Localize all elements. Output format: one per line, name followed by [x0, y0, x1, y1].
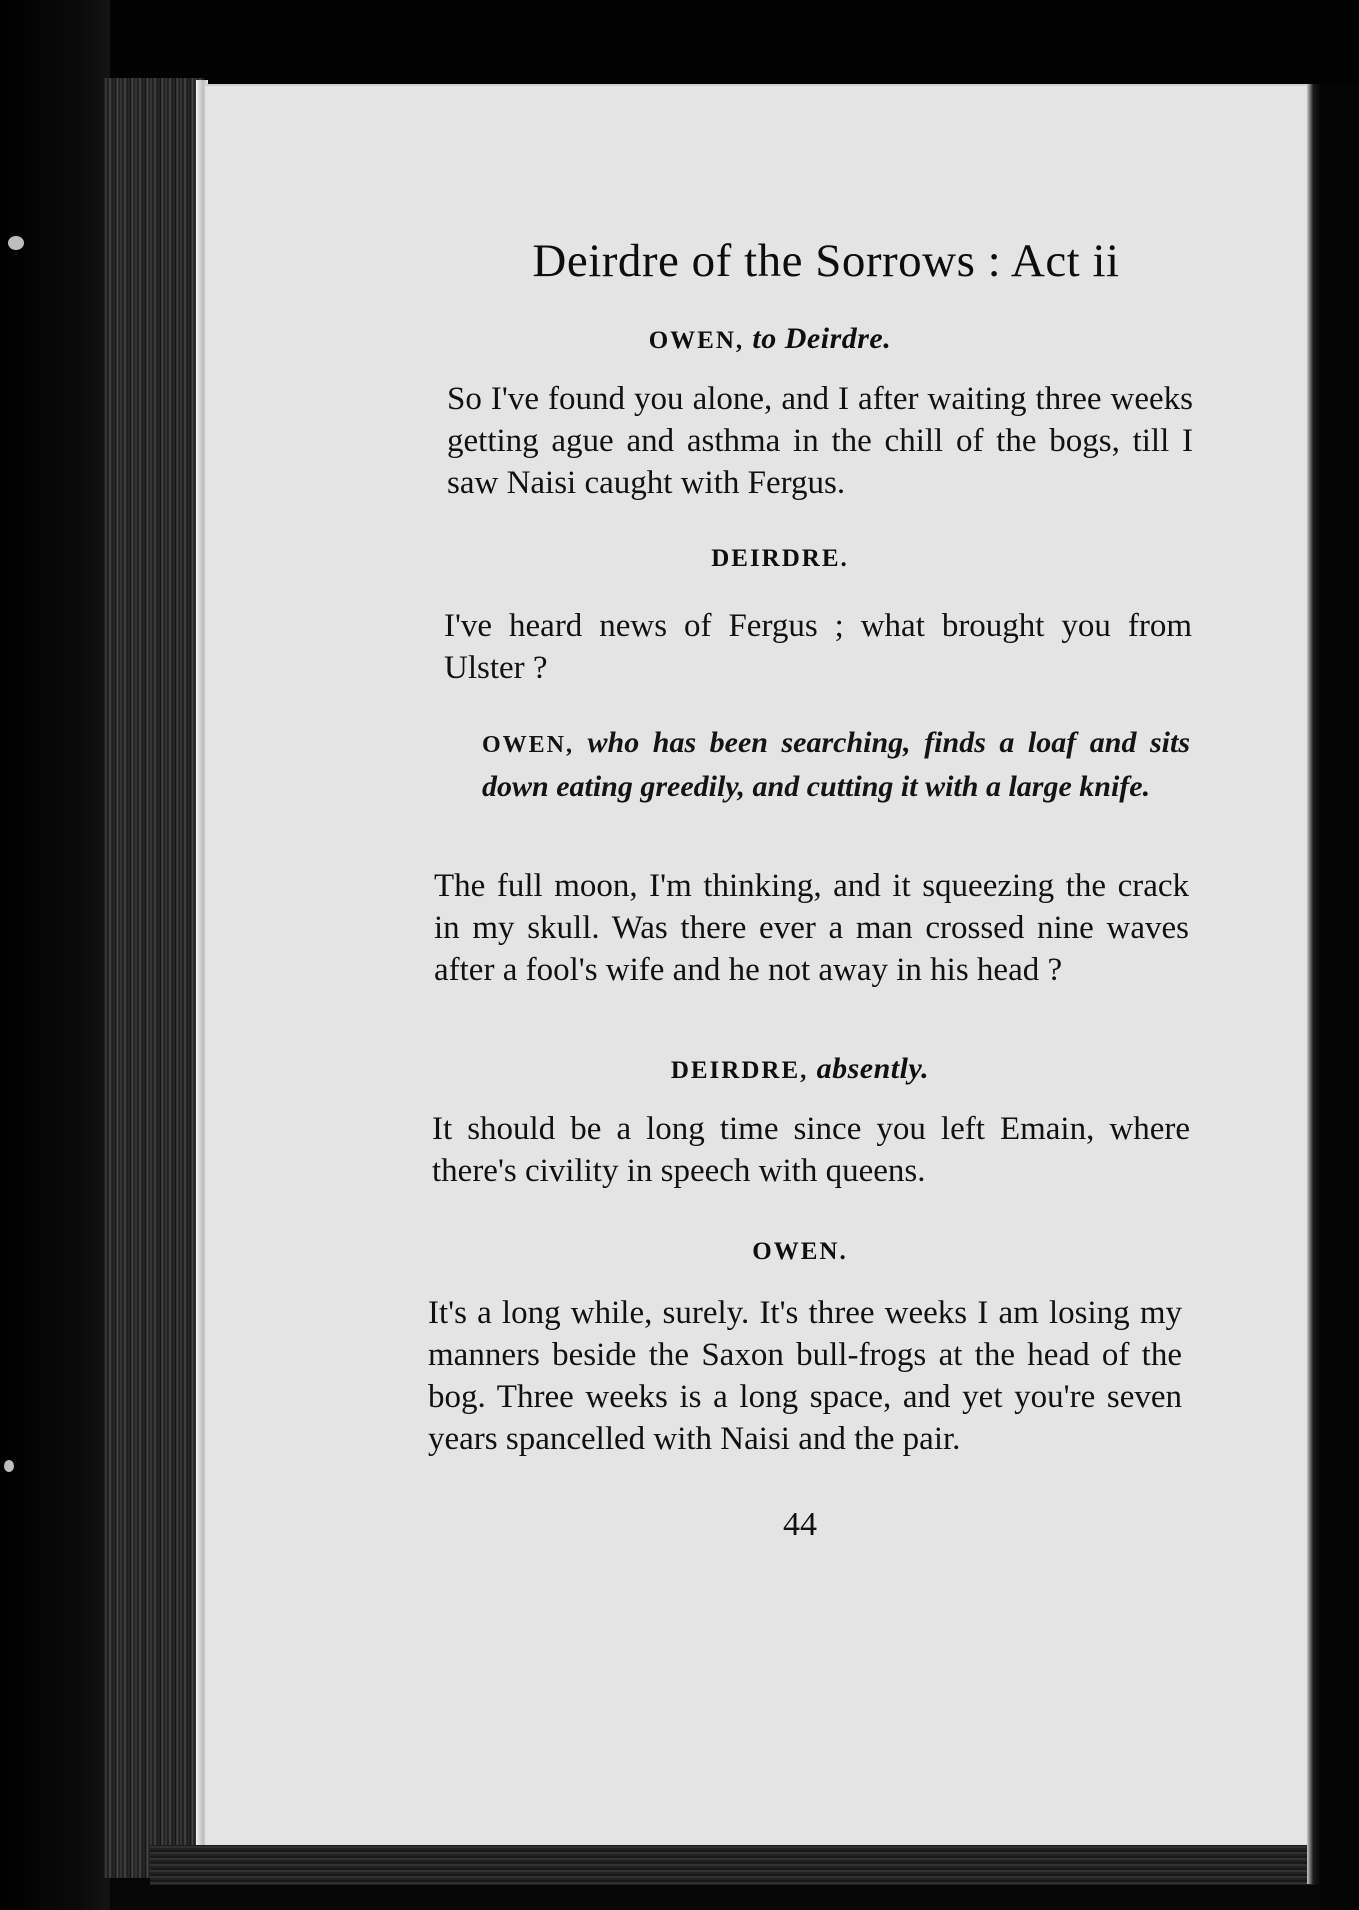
- stage-character: OWEN,: [482, 732, 575, 758]
- speaker-heading: [690, 1238, 910, 1266]
- page-number: 44: [783, 1506, 817, 1543]
- speaker-direction: to Deirdre.: [752, 322, 892, 355]
- scan-right-border: [1321, 84, 1359, 1910]
- stage-direction: [482, 722, 1190, 808]
- speech-paragraph: So I've found you alone, and I after waiting three weeks getting ague and asthma in the chill of the bogs, till I saw Naisi caught with Fergus.: [447, 381, 1193, 501]
- scan-top-border: [0, 0, 1359, 90]
- speaker-name: OWEN,: [648, 327, 745, 354]
- speaker-name: OWEN.: [752, 1238, 848, 1265]
- speaker-name: DEIRDRE.: [711, 545, 849, 572]
- speech-paragraph: I've heard news of Fergus ; what brought you from Ulster ?: [444, 608, 1192, 686]
- speaker-name: DEIRDRE,: [670, 1057, 809, 1084]
- speech-paragraph: It should be a long time since you left Emain, where there's civility in speech with queens.: [432, 1111, 1190, 1189]
- dust-speck: [8, 236, 24, 250]
- speech-paragraph: It's a long while, surely. It's three weeks I am losing my manners beside the Saxon bull-frogs at the head of the bog. Three weeks is a long space, and yet you're seven years spancelled with Naisi and the pair.: [428, 1295, 1182, 1457]
- speech-paragraph: The full moon, I'm thinking, and it squeezing the crack in my skull. Was there ever a man crossed nine waves after a fool's wife and he not away in his head ?: [434, 868, 1189, 988]
- page-bottom-edge: [150, 1845, 1315, 1885]
- speaker-heading: [560, 322, 980, 356]
- speaker-heading: [640, 545, 920, 573]
- running-title: Deirdre of the Sorrows : Act ii: [532, 235, 1120, 287]
- speaker-direction: absently.: [816, 1052, 930, 1085]
- book-spine: [104, 78, 204, 1878]
- speaker-heading: [600, 1052, 1000, 1086]
- dust-speck: [4, 1460, 14, 1472]
- stage-direction-text: who has been searching, finds a loaf and sits down eating greedily, and cutting it with a large knife.: [482, 726, 1190, 803]
- scan-left-border: [0, 0, 110, 1910]
- page-right-edge: [1307, 84, 1321, 1884]
